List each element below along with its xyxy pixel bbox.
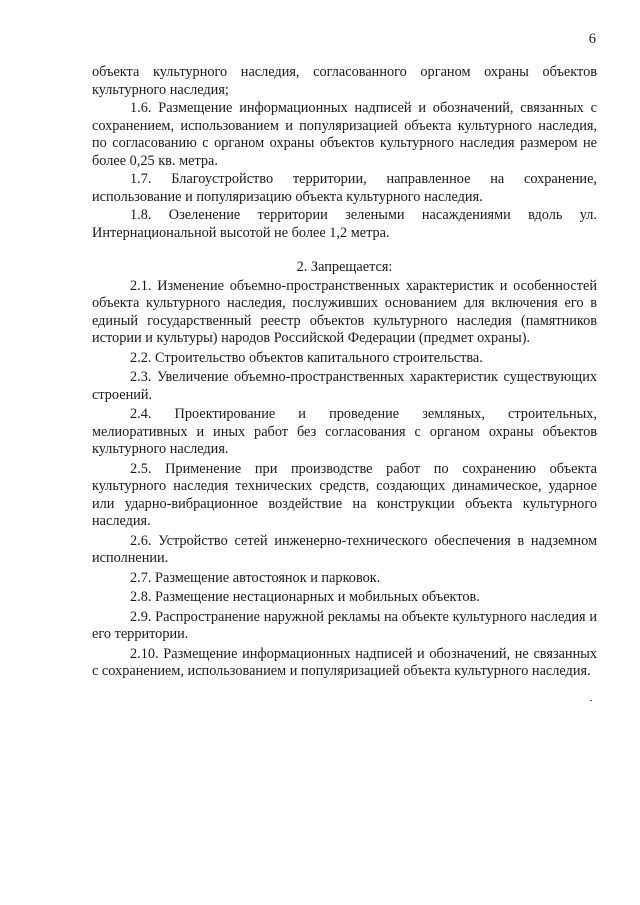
paragraph-2-3: 2.3. Увеличение объемно-пространственных характеристик существующих строений. — [92, 369, 597, 403]
paragraph-1-8: 1.8. Озеленение территории зелеными насаждениями вдоль ул. Интернациональной высотой не более 1,2 метра. — [92, 207, 597, 241]
page-number: 6 — [588, 31, 596, 47]
paragraph-2-6: 2.6. Устройство сетей инженерно-технического обеспечения в надземном исполнении. — [92, 532, 597, 566]
paragraph-2-2: 2.2. Строительство объектов капитального строительства. — [130, 349, 483, 366]
paragraph-2-10: 2.10. Размещение информационных надписей и обозначений, не связанных с сохранением, использованием и популяризацией объекта культурного наследия. — [92, 645, 597, 679]
scan-artifact-dot — [590, 700, 592, 701]
paragraph-2-4: 2.4. Проектирование и проведение земляных, строительных, мелиоративных и иных работ без согласования с органом охраны объектов культурного наследия. — [92, 406, 597, 457]
paragraph-1-6: 1.6. Размещение информационных надписей и обозначений, связанных с сохранением, использованием и популяризацией объекта культурного наследия, по согласованию с органом охраны объектов культурного наследия размером не более 0,25 кв. метра. — [92, 100, 597, 169]
paragraph-2-1: 2.1. Изменение объемно-пространственных характеристик и особенностей объекта культурного наследия, послуживших основанием для включения его в единый государственный реестр объектов культурного наследия (памятников истории и культуры) народов Российской Федерации (предмет охраны). — [92, 277, 597, 346]
paragraph-2-5: 2.5. Применение при производстве работ по сохранению объекта культурного наследия технических средств, создающих динамическое, ударное или ударно-вибрационное воздействие на конструкции объекта культурного наследия. — [92, 460, 597, 529]
paragraph-2-9: 2.9. Распространение наружной рекламы на объекте культурного наследия и его территории. — [92, 608, 597, 642]
paragraph-2-7: 2.7. Размещение автостоянок и парковок. — [130, 569, 381, 586]
document-body — [92, 64, 597, 681]
paragraph-2-8: 2.8. Размещение нестационарных и мобильных объектов. — [130, 589, 480, 605]
section-heading-prohibited: 2. Запрещается: — [296, 259, 393, 275]
paragraph-1-7: 1.7. Благоустройство территории, направленное на сохранение, использование и популяризацию объекта культурного наследия. — [92, 171, 597, 205]
paragraph-continuation: объекта культурного наследия, согласованного органом охраны объектов культурного наследия; — [92, 64, 597, 98]
